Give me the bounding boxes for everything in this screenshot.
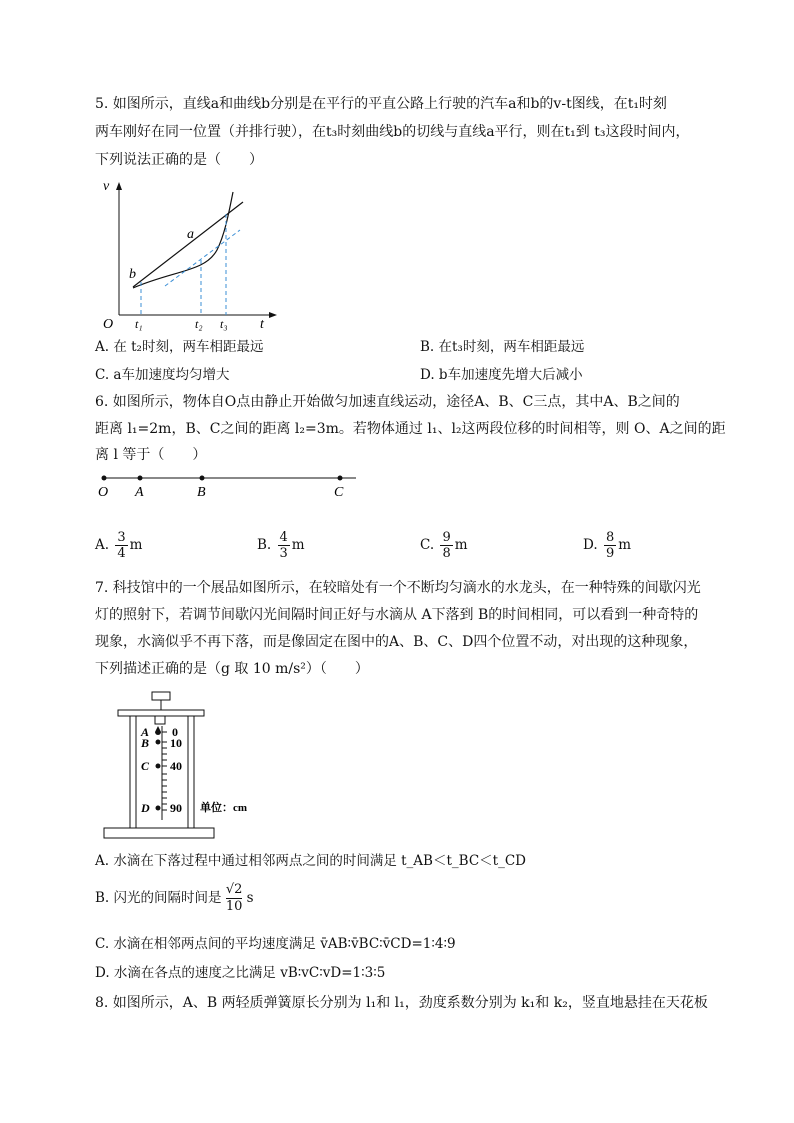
q7-scale-40: 40 [170, 759, 182, 773]
q7-drop-c [156, 764, 161, 769]
q7-unit-label: 单位：cm [200, 802, 248, 814]
q6-point-b: B [197, 485, 206, 500]
q7-scale-90: 90 [170, 801, 182, 815]
q6-stem-line1: 6. 如图所示，物体自O点由静止开始做匀加速直线运动，途径A、B、C三点，其中A、B之间的 [95, 394, 680, 410]
q6-point-a: A [135, 485, 144, 500]
q6-option-b[interactable]: B. $\frac{4}{3}$ m [257, 530, 305, 561]
q5-option-c[interactable]: C. a车加速度均匀增大 [95, 367, 230, 383]
q5-tick-t3: t₃ [220, 317, 228, 331]
q5-label-b: b [129, 267, 136, 282]
q7-label-d: D [141, 801, 150, 815]
q5-option-a[interactable]: A. 在 t₂时刻，两车相距最远 [95, 339, 264, 355]
q7-option-a[interactable]: A. 水滴在下落过程中通过相邻两点之间的时间满足 t_AB＜t_BC＜t_CD [95, 853, 526, 869]
q5-label-a: a [187, 227, 194, 242]
q6-stem-line3: 离 l 等于（ ） [95, 447, 207, 463]
q7-stem-line4: 下列描述正确的是（g 取 10 m/s²）（ ） [95, 661, 369, 677]
q7-option-b[interactable]: B. 闪光的间隔时间是 $\frac{√2}{10}$ s [95, 882, 254, 914]
q6-stem-line2: 距离 l₁=2m，B、C之间的距离 l₂=3m。若物体通过 l₁、l₂这两段位移的时间相等，则 O、A之间的距 [95, 421, 726, 437]
q5-tangent-dashed [165, 230, 240, 286]
q5-stem-line3: 下列说法正确的是（ ） [95, 152, 263, 168]
q5-graph-origin: O [103, 317, 114, 332]
q7-drop-d [156, 806, 161, 811]
q6-point-o: O [98, 485, 109, 500]
q7-scale-10: 10 [170, 736, 182, 750]
q7-label-c: C [141, 759, 150, 773]
q7-stem-line2: 灯的照射下，若调节间歇闪光间隔时间正好与水滴从 A下落到 B的时间相同，可以看到一种奇特的 [95, 607, 699, 623]
q5-option-b[interactable]: B. 在t₃时刻，两车相距最远 [420, 339, 585, 355]
q5-tick-t1: t₁ [135, 317, 143, 331]
q7-drop-b [156, 740, 161, 745]
q5-graph-v-label: v [103, 179, 110, 194]
q5-option-d[interactable]: D. b车加速度先增大后减小 [420, 367, 583, 383]
q6-option-c[interactable]: C. $\frac{9}{8}$ m [420, 530, 468, 561]
q5-stem-line1: 5. 如图所示，直线a和曲线b分别是在平行的平直公路上行驶的汽车a和b的v-t图线，在t₁时刻 [95, 96, 667, 112]
q7-stem-line1: 7. 科技馆中的一个展品如图所示，在较暗处有一个不断均匀滴水的水龙头，在一种特殊的间歇闪光 [95, 580, 701, 596]
q5-graph-t-label: t [260, 317, 264, 332]
q6-point-c: C [334, 485, 344, 500]
q5-vt-graph [95, 172, 285, 332]
q7-option-c[interactable]: C. 水滴在相邻两点间的平均速度满足 v̄AB∶v̄BC∶v̄CD=1∶4∶9 [95, 936, 456, 952]
q7-label-a: A [141, 725, 150, 739]
q6-points-figure [92, 468, 362, 500]
q7-option-d[interactable]: D. 水滴在各点的速度之比满足 vB∶vC∶vD=1∶3∶5 [95, 965, 386, 981]
q5-tick-t2: t₂ [195, 317, 203, 331]
q5-stem-line2: 两车刚好在同一位置（并排行驶），在t₃时刻曲线b的切线与直线a平行，则在t₁到 t₃这段时间内， [95, 124, 690, 140]
q6-option-d[interactable]: D. $\frac{8}{9}$ m [583, 530, 632, 561]
q5-curve-b [133, 192, 233, 288]
q6-option-a[interactable]: A. $\frac{3}{4}$ m [95, 530, 143, 561]
q8-stem-line1: 8. 如图所示，A、B 两轻质弹簧原长分别为 l₁和 l₁，劲度系数分别为 k₁和 k₂，竖直地悬挂在天花板 [95, 995, 708, 1011]
q7-stem-line3: 现象，水滴似乎不再下落，而是像固定在图中的A、B、C、D四个位置不动，对出现的这种现象， [95, 634, 698, 650]
q7-drip-figure [100, 690, 300, 842]
q7-drop-a [155, 726, 161, 735]
q7-scale-0: 0 [172, 725, 178, 739]
q7-label-b: B [141, 736, 150, 750]
